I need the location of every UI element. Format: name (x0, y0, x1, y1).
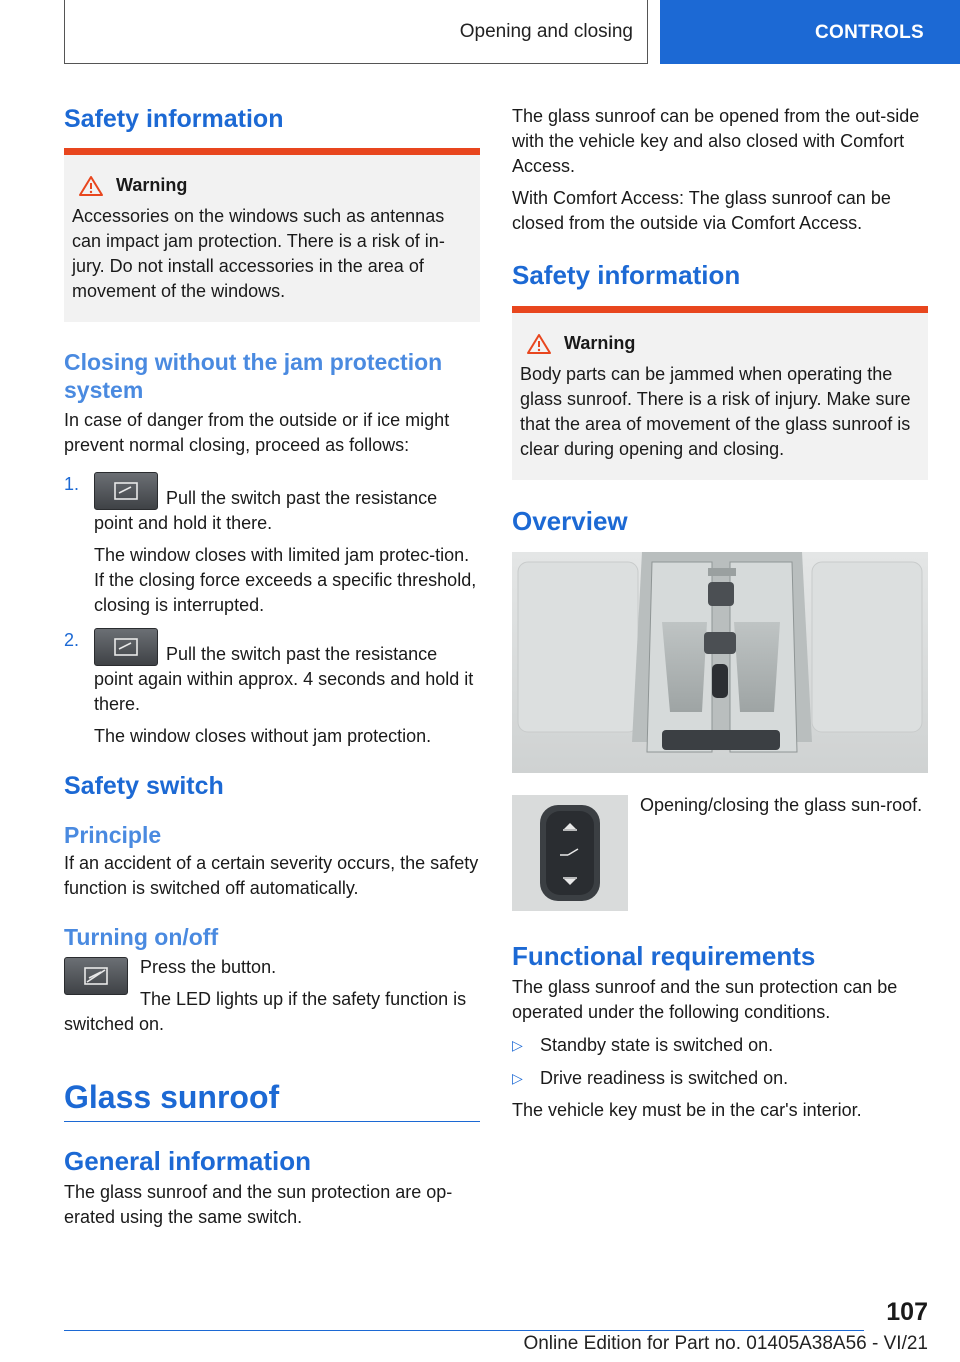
page-number: 107 (886, 1298, 928, 1326)
window-switch-icon (94, 628, 158, 666)
warning-label: Warning (116, 175, 188, 195)
step-instruction: Pull the switch past the resistance point again within approx. 4 seconds and hold it there. (94, 628, 480, 717)
general-info-heading: General information (64, 1146, 312, 1176)
glass-sunroof-heading-block (64, 1077, 480, 1122)
principle-heading: Principle (64, 822, 162, 848)
chapter-tab (660, 0, 960, 64)
bullet-triangle-icon: ▷ (512, 1037, 523, 1053)
principle-text: If an accident of a certain severity occurs, the safety function is switched off automatically. (64, 853, 479, 898)
list-item: ▷ Standby state is switched on. (512, 1033, 928, 1058)
turning-line-2: The LED lights up if the safety function is switched on. (64, 989, 467, 1034)
right-column (512, 100, 928, 1123)
intro-paragraph-1: The glass sunroof can be opened from the out-side with the vehicle key and also closed with Comfort Access. (512, 106, 920, 176)
warning-triangle-icon (526, 333, 552, 355)
glass-sunroof-heading: Glass sunroof (64, 1079, 280, 1115)
window-switch-icon (94, 472, 158, 510)
step-2 (64, 628, 480, 749)
intro-paragraph-2: With Comfort Access: The glass sunroof can be closed from the outside via Comfort Access. (512, 188, 891, 233)
step-result: The window closes with limited jam protec-tion. If the closing force exceeds a specific threshold, closing is interrupted. (94, 545, 477, 615)
switch-detail-row (512, 795, 928, 911)
bullet-triangle-icon: ▷ (512, 1070, 523, 1086)
left-column (64, 100, 480, 1230)
sunroof-switch-image (512, 795, 628, 911)
warning-header (72, 173, 472, 198)
step-number: 1. (64, 474, 80, 494)
section-title: Opening and closing (459, 21, 633, 42)
step-1 (64, 472, 480, 618)
safety-switch-icon (64, 957, 128, 995)
turning-line-1: Press the button. (140, 957, 277, 977)
overview-heading: Overview (512, 506, 628, 536)
switch-caption: Opening/closing the glass sun-roof. (640, 795, 923, 815)
safety-switch-heading: Safety switch (64, 772, 224, 800)
roof-console-image (512, 552, 928, 773)
safety-info-heading: Safety information (512, 260, 741, 290)
turning-block (64, 955, 480, 1037)
warning-triangle-icon (78, 175, 104, 197)
functional-heading: Functional requirements (512, 941, 816, 971)
closing-intro: In case of danger from the outside or if ice might prevent normal closing, proceed as follows: (64, 410, 450, 455)
list-item: ▷ Drive readiness is switched on. (512, 1066, 928, 1091)
general-info-text: The glass sunroof and the sun protection are op-erated using the same switch. (64, 1182, 453, 1227)
warning-label: Warning (564, 333, 636, 353)
warning-text: Accessories on the windows such as antennas can impact jam protection. There is a risk of in-jury. Do not install accessories in the area of movement of the windows. (72, 206, 445, 301)
turning-heading: Turning on/off (64, 924, 219, 950)
chapter-title: CONTROLS (815, 21, 925, 43)
functional-text: The glass sunroof and the sun protection can be operated under the following conditions. (512, 977, 898, 1022)
edition-text: Online Edition for Part no. 01405A38A56 - VI/21 (523, 1333, 928, 1354)
step-instruction: Pull the switch past the resistance point and hold it there. (94, 472, 480, 536)
step-result: The window closes without jam protection. (94, 726, 432, 746)
warning-box (64, 148, 480, 322)
step-number: 2. (64, 630, 80, 650)
section-tab (64, 0, 648, 64)
warning-text: Body parts can be jammed when operating the glass sunroof. There is a risk of injury. Make sure that the area of movement of the glass sunroof is clear during opening and closing. (520, 364, 911, 459)
warning-box (512, 306, 928, 480)
key-note: The vehicle key must be in the car's interior. (512, 1100, 862, 1120)
closing-heading: Closing without the jam protection system (64, 349, 443, 403)
safety-info-heading: Safety information (64, 105, 284, 133)
warning-header (520, 331, 920, 356)
